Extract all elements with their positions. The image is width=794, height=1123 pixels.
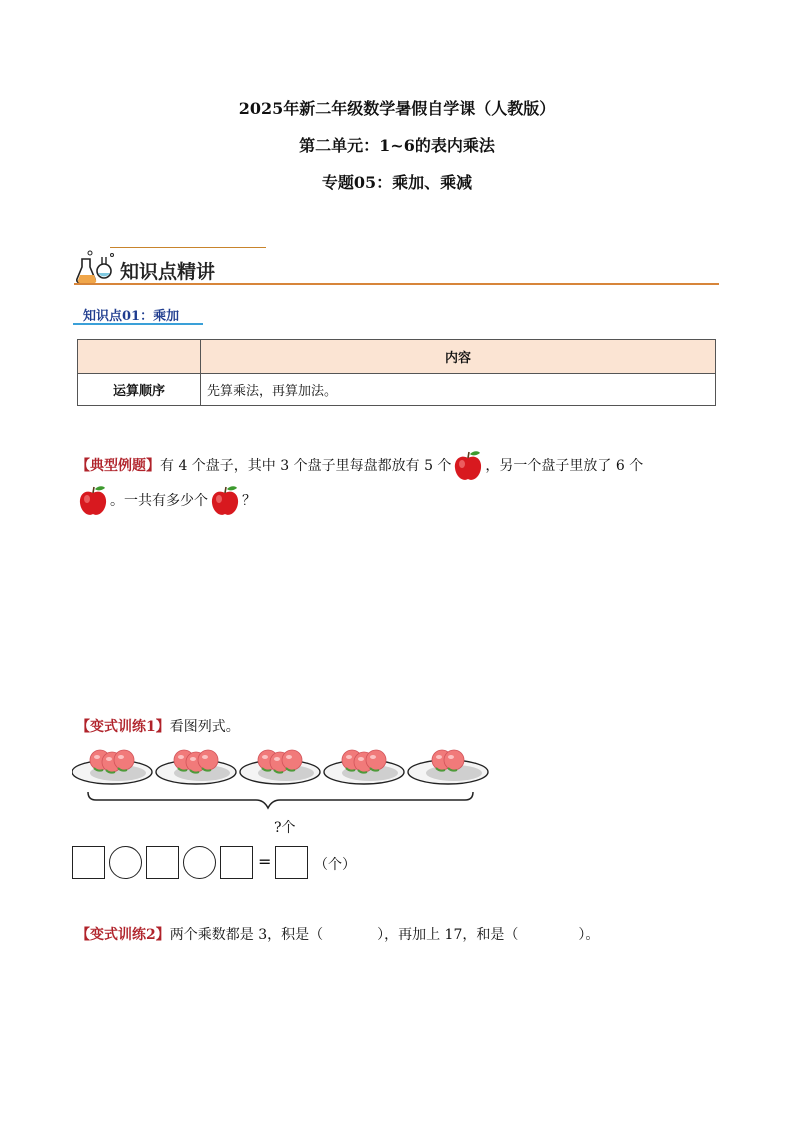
section-label: 知识点精讲 (120, 261, 216, 283)
apple-icon (76, 484, 110, 518)
answer-box[interactable] (220, 846, 253, 879)
answer-box[interactable] (275, 846, 308, 879)
plates-figure (72, 740, 492, 812)
brace (88, 792, 473, 808)
exercise2-tag: 【变式训练2】 (76, 927, 170, 943)
exercise2-text-c: ）。 (578, 927, 600, 943)
peach (198, 750, 218, 771)
document-title: 2025年新二年级数学暑假自学课（人教版） (238, 99, 556, 118)
answer-box[interactable] (72, 846, 105, 879)
answer-box[interactable] (146, 846, 179, 879)
table-cell: 先算乘法，再算加法。 (201, 374, 716, 406)
table-header-row (78, 340, 716, 374)
example-text-1: 有 4 个盘子，其中 3 个盘子里每盘都放有 5 个 (160, 458, 452, 474)
exercise2-line (76, 924, 599, 944)
example-line-1 (76, 449, 643, 483)
operator-circle[interactable] (183, 846, 216, 879)
peach (282, 750, 302, 771)
plate (324, 750, 404, 784)
table-cell: 运算顺序 (78, 374, 201, 406)
unit-title: 第二单元：1~6的表内乘法 (299, 136, 495, 155)
question-label: ?个 (274, 820, 296, 836)
example-text-2: ，另一个盘子里放了 6 个 (485, 458, 644, 474)
operator-circle[interactable] (109, 846, 142, 879)
example-tag: 【典型例题】 (76, 458, 160, 474)
example-line-2 (76, 484, 256, 518)
plates-group (72, 750, 488, 784)
topic-title: 专题05：乘加、乘减 (321, 173, 473, 192)
peach (444, 750, 464, 771)
exercise1-text: 看图列式。 (169, 719, 240, 735)
apple-icon (451, 449, 485, 483)
lab-flask-icon (76, 249, 120, 287)
equals-sign: = (258, 852, 272, 871)
peach (114, 750, 134, 771)
plate (408, 750, 488, 784)
table-header-cell: 内容 (201, 340, 716, 374)
section-bottom-line (74, 283, 719, 285)
plate (156, 750, 236, 784)
plate (240, 750, 320, 784)
plate (72, 750, 152, 784)
peach (366, 750, 386, 771)
knowledge-table (77, 339, 716, 406)
unit-label: （个） (314, 857, 356, 873)
knowledge-point-underline (73, 323, 203, 325)
section-top-line (110, 247, 266, 248)
apple-icon (208, 484, 242, 518)
section-header (74, 243, 719, 288)
table-row (78, 374, 716, 406)
table-header-cell (78, 340, 201, 374)
exercise2-text-b: ），再加上 17，和是（ (377, 927, 519, 943)
exercise2-text-a: 两个乘数都是 3，积是（ (169, 927, 324, 943)
exercise1-line (76, 716, 240, 736)
example-text-4: ？ (242, 493, 256, 509)
knowledge-point-title: 知识点01：乘加 (83, 309, 180, 324)
example-text-3: 。一共有多少个 (110, 493, 208, 509)
exercise1-tag: 【变式训练1】 (76, 719, 170, 735)
